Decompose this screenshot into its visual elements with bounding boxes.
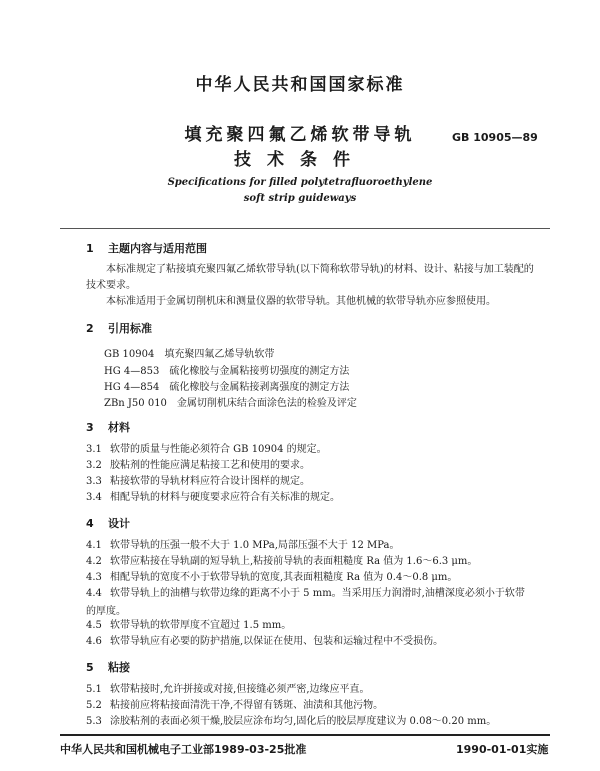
clause-number: 4.4: [86, 588, 102, 599]
section-3-heading: [86, 419, 130, 435]
section-5-heading: [86, 659, 130, 675]
clause-continuation: 的厚度。: [86, 606, 126, 617]
clause-text: 涂胶粘剂的表面必须干燥,胶层应涂布均匀,固化后的胶层厚度建议为 0.08～0.20 mm。: [110, 716, 497, 727]
clause-number: 3.4: [86, 492, 102, 503]
english-title-line-2: soft strip guideways: [243, 193, 357, 204]
clause-number: 4.6: [86, 636, 102, 647]
section-3-number: 3: [86, 421, 94, 434]
reference-item: HG 4—853 硫化橡胶与金属粘接剪切强度的测定方法: [104, 366, 350, 377]
standard-header: 中华人民共和国国家标准: [195, 75, 405, 95]
clause-item: [86, 442, 556, 458]
clause-text: 相配导轨的材料与硬度要求应符合有关标准的规定。: [110, 492, 340, 503]
clause-number: 4.3: [86, 572, 102, 583]
clause-item: [86, 586, 556, 602]
clause-item: [86, 634, 556, 650]
clause-number: 4.2: [86, 556, 102, 567]
section-2-heading: [86, 320, 152, 336]
section-1-p2-text: 本标准适用于金属切削机床和测量仪器的软带导轨。其他机械的软带导轨亦应参照使用。: [106, 296, 496, 307]
clause-text: 软带导轨应有必要的防护措施,以保证在使用、包装和运输过程中不受损伤。: [110, 636, 444, 647]
reference-item: HG 4—854 硫化橡胶与金属粘接剥离强度的测定方法: [104, 382, 350, 393]
clause-text: 软带导轨上的油槽与软带边缘的距离不小于 5 mm。当采用压力润滑时,油槽深度必须小于软带: [110, 588, 525, 599]
top-divider: [60, 228, 550, 229]
clause-text: 软带应粘接在导轨副的短导轨上,粘接前导轨的表面粗糙度 Ra 值为 1.6～6.3 μm。: [110, 556, 478, 567]
reference-item: GB 10904 填充聚四氟乙烯导轨软带: [104, 349, 275, 360]
section-5-title: 粘接: [108, 661, 130, 674]
section-2-number: 2: [86, 322, 94, 335]
clause-text: 相配导轨的宽度不小于软带导轨的宽度,其表面粗糙度 Ra 值为 0.4～0.8 μm。: [110, 572, 458, 583]
clause-text: 软带导轨的软带厚度不宜超过 1.5 mm。: [110, 620, 292, 631]
section-4-heading: [86, 515, 130, 531]
approval-line: 中华人民共和国机械电子工业部1989-03-25批准: [60, 743, 307, 756]
clause-number: 5.1: [86, 684, 102, 695]
clause-number: 4.1: [86, 540, 102, 551]
title-line-1: 填充聚四氟乙烯软带导轨: [184, 125, 416, 145]
section-1-number: 1: [86, 242, 94, 255]
english-title-line-1: Specifications for filled polytetrafluoroethylene: [167, 177, 433, 188]
clause-item: [86, 458, 556, 474]
clause-number: 3.2: [86, 460, 102, 471]
clause-number: 4.5: [86, 620, 102, 631]
clause-item: [86, 682, 556, 698]
clause-item: [86, 698, 556, 714]
clause-text: 粘接前应将粘接面清洗干净,不得留有锈斑、油渍和其他污物。: [110, 700, 384, 711]
standard-number: GB 10905—89: [452, 131, 538, 144]
section-4-title: 设计: [108, 517, 130, 530]
clause-item: [86, 490, 556, 506]
clause-text: 软带粘接时,允许拼接或对接,但接缝必须严密,边缘应平直。: [110, 684, 370, 695]
reference-item: ZBn J50 010 金属切削机床结合面涂色法的检验及评定: [104, 398, 357, 409]
section-1-title: 主题内容与适用范围: [108, 242, 207, 255]
clause-item: [86, 618, 556, 634]
section-2-title: 引用标准: [108, 322, 152, 335]
clause-item: [86, 570, 556, 586]
clause-item: [86, 538, 556, 554]
clause-number: 5.2: [86, 700, 102, 711]
clause-number: 5.3: [86, 716, 102, 727]
effective-date: 1990-01-01实施: [456, 743, 549, 756]
clause-text: 软带的质量与性能必须符合 GB 10904 的规定。: [110, 444, 327, 455]
section-1-paragraph-1: [86, 262, 554, 278]
footer-divider: [60, 734, 550, 736]
clause-text: 粘接软带的导轨材料应符合设计图样的规定。: [110, 476, 310, 487]
section-1-heading: [86, 240, 207, 256]
clause-number: 3.1: [86, 444, 102, 455]
clause-number: 3.3: [86, 476, 102, 487]
section-5-number: 5: [86, 661, 94, 674]
clause-item: [86, 714, 556, 730]
title-line-2: 技术条件: [234, 150, 366, 170]
section-1-paragraph-2: [86, 294, 554, 310]
clause-text: 软带导轨的压强一般不大于 1.0 MPa,局部压强不大于 12 MPa。: [110, 540, 400, 551]
clause-text: 胶粘剂的性能应满足粘接工艺和使用的要求。: [110, 460, 310, 471]
section-4-number: 4: [86, 517, 94, 530]
section-3-title: 材料: [108, 421, 130, 434]
clause-item: [86, 554, 556, 570]
section-1-paragraph-1-cont: 技术要求。: [86, 280, 136, 291]
section-1-p1-line1: 本标准规定了粘接填充聚四氟乙烯软带导轨(以下简称软带导轨)的材料、设计、粘接与加工装配的: [106, 264, 534, 275]
clause-item: [86, 474, 556, 490]
